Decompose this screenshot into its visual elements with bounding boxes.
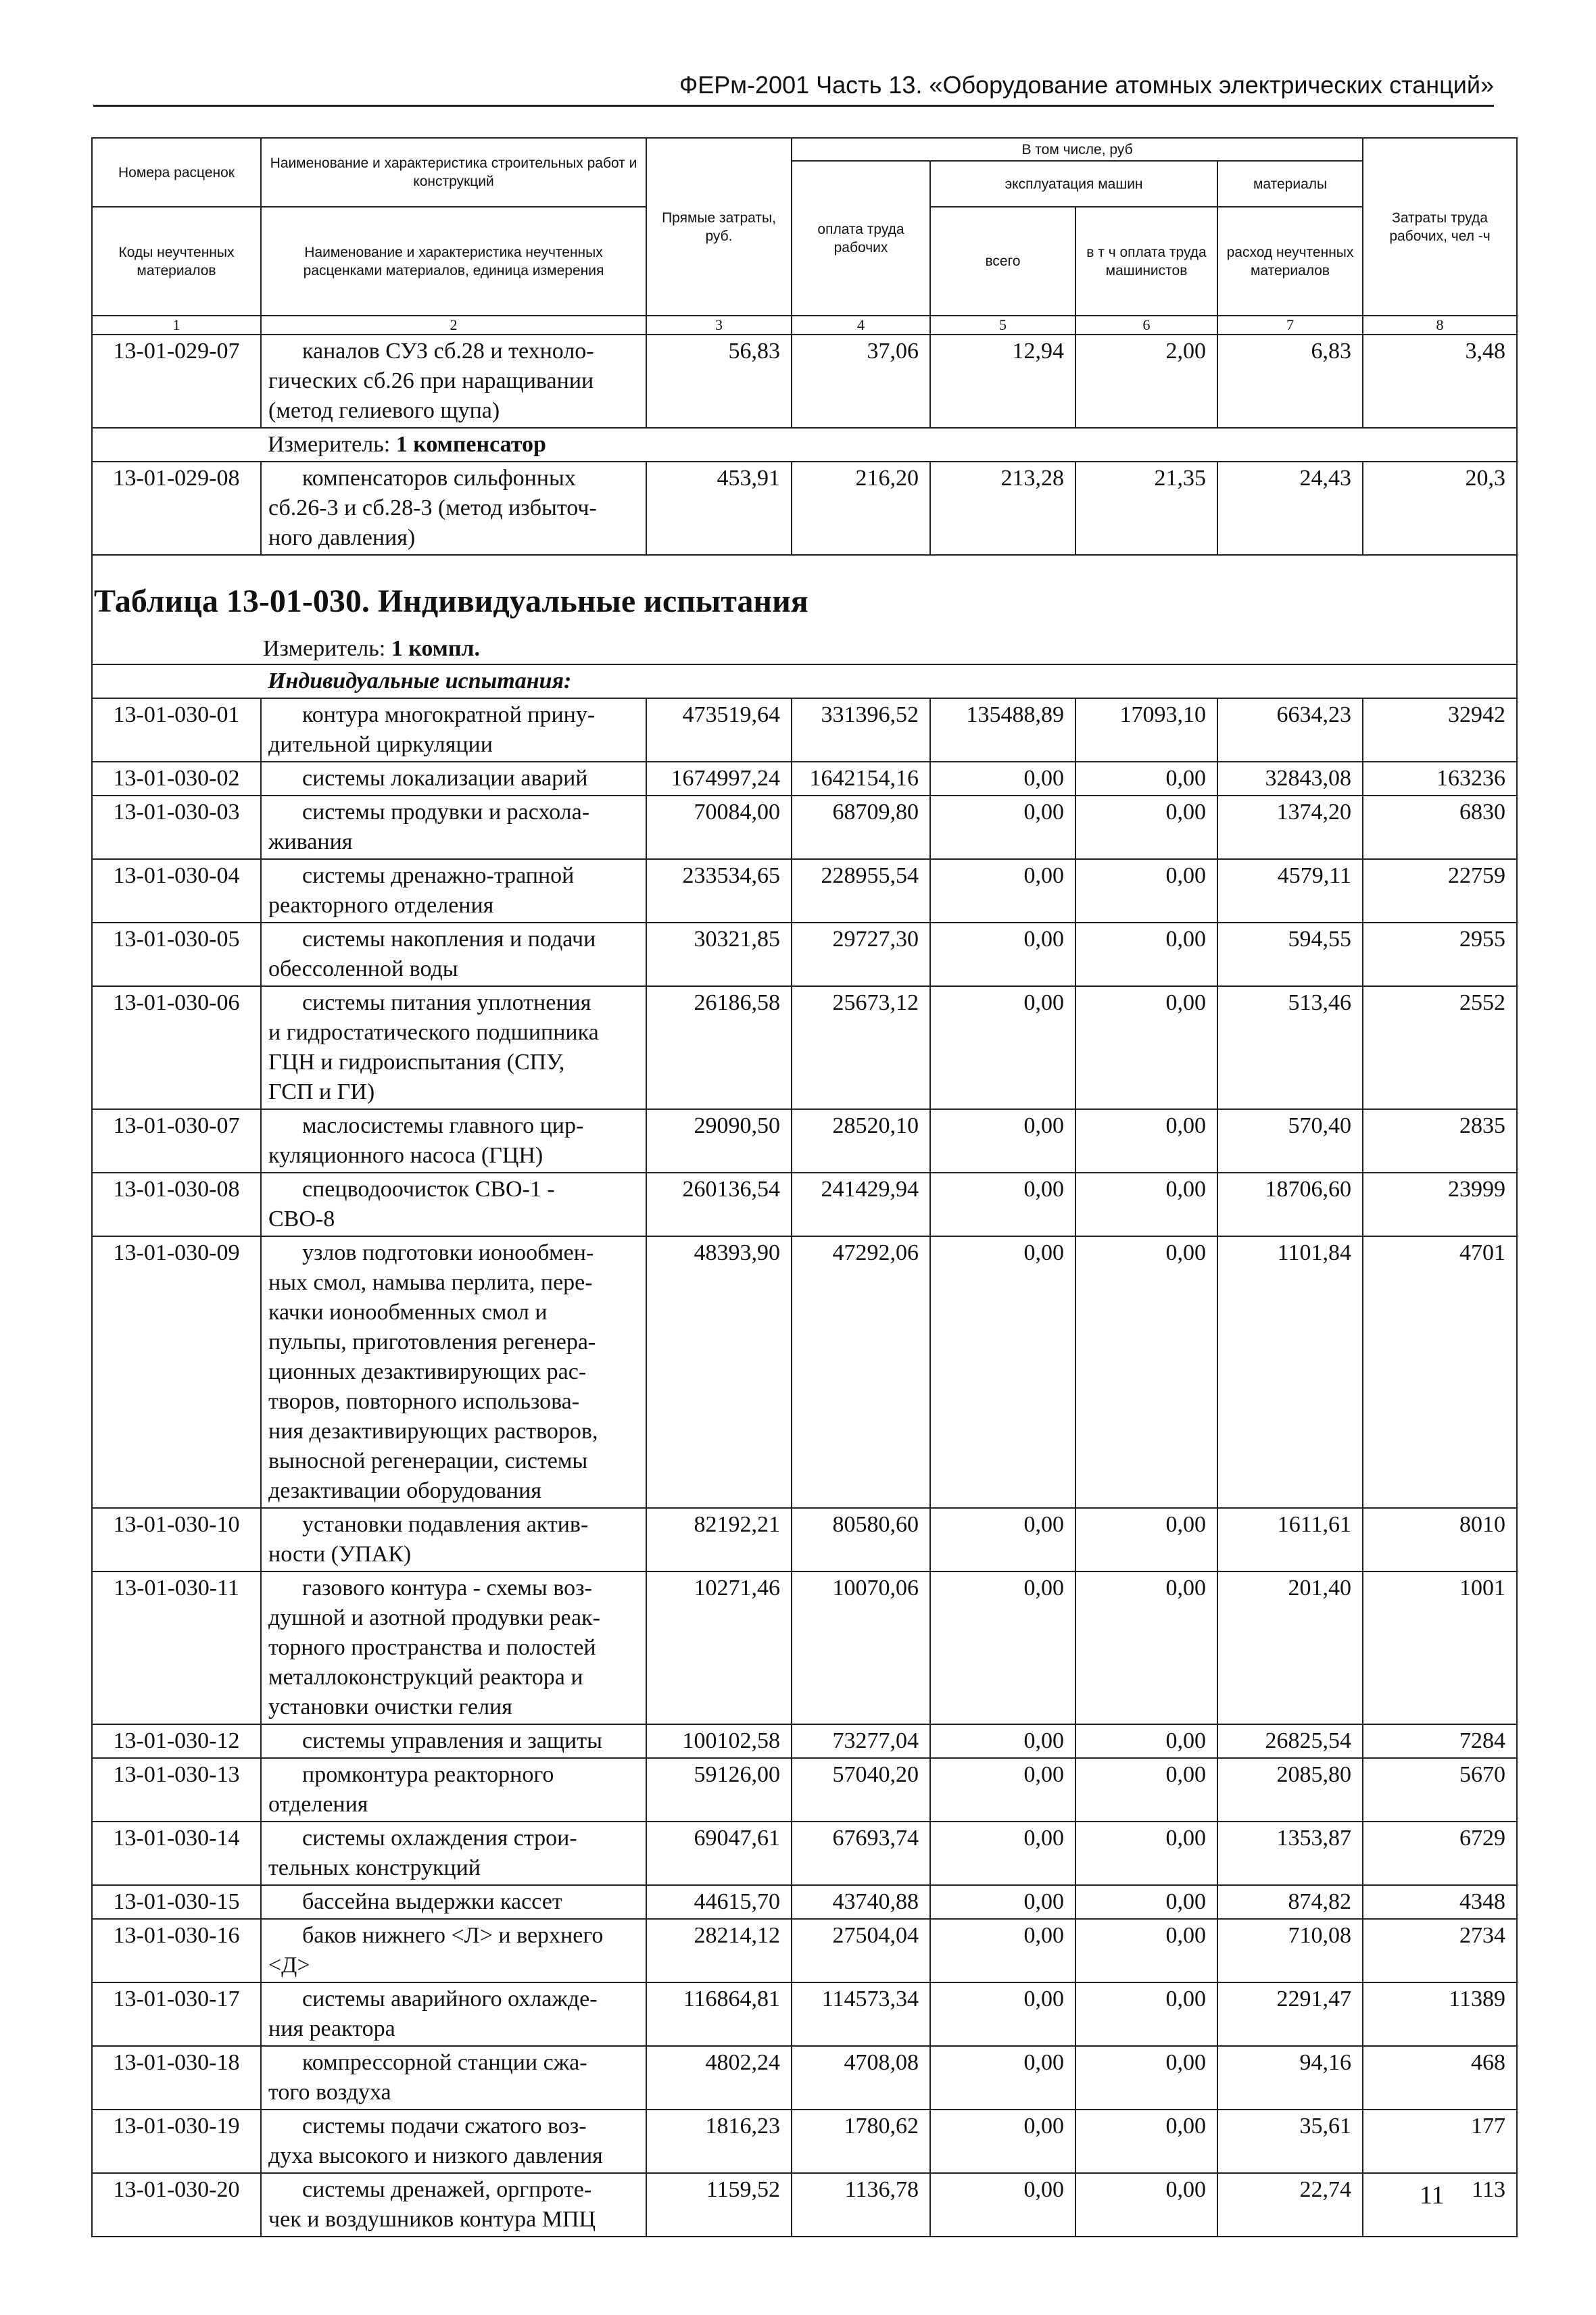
work-description: [261, 859, 646, 923]
description-line: системы подачи сжатого воз-: [302, 2114, 587, 2139]
labor-cost: 177: [1363, 2110, 1517, 2173]
machines-total: 0,00: [930, 986, 1075, 1109]
description-line: выносной регенерации, системы: [268, 1448, 588, 1473]
column-number: 8: [1363, 316, 1517, 335]
rate-code: 13-01-030-12: [92, 1724, 261, 1758]
rate-code: 13-01-030-08: [92, 1173, 261, 1236]
header-code-bottom: Коды неучтенных материалов: [92, 207, 261, 316]
table-row: [92, 859, 1517, 923]
description-line: системы аварийного охлажде-: [302, 1987, 598, 2012]
materials: 18706,60: [1217, 1173, 1363, 1236]
direct-costs: 30321,85: [646, 923, 792, 986]
labor-pay: 43740,88: [792, 1885, 930, 1919]
machines-total: 0,00: [930, 1109, 1075, 1173]
table-row: [92, 1508, 1517, 1571]
work-description: [261, 2110, 646, 2173]
labor-cost: 6830: [1363, 796, 1517, 859]
machinists-pay: 0,00: [1075, 1236, 1217, 1508]
machines-total: 0,00: [930, 1173, 1075, 1236]
machines-total: 0,00: [930, 2173, 1075, 2237]
rate-code: 13-01-030-09: [92, 1236, 261, 1508]
description-line: живания: [268, 829, 353, 854]
labor-cost: 4348: [1363, 1885, 1517, 1919]
labor-pay: 331396,52: [792, 698, 930, 762]
rate-code: 13-01-030-02: [92, 762, 261, 796]
rate-code: 13-01-030-16: [92, 1919, 261, 1982]
materials: 513,46: [1217, 986, 1363, 1109]
section-label: Индивидуальные испытания:: [261, 664, 1517, 698]
work-description: [261, 1919, 646, 1982]
description-line: (метод гелиевого щупа): [268, 398, 500, 423]
machinists-pay: 0,00: [1075, 1982, 1217, 2046]
machinists-pay: 0,00: [1075, 986, 1217, 1109]
description-line: системы дренажей, оргпроте-: [302, 2177, 592, 2202]
machines-total: 0,00: [930, 1724, 1075, 1758]
direct-costs: 1674997,24: [646, 762, 792, 796]
direct-costs: 69047,61: [646, 1822, 792, 1885]
description-line: гических сб.26 при наращивании: [268, 368, 594, 393]
materials: 1353,87: [1217, 1822, 1363, 1885]
description-line: ных смол, намыва перлита, пере-: [268, 1270, 593, 1295]
direct-costs: 260136,54: [646, 1173, 792, 1236]
work-description: [261, 1885, 646, 1919]
rate-code: 13-01-029-07: [92, 335, 261, 428]
rate-code: 13-01-029-08: [92, 462, 261, 555]
labor-pay: 216,20: [792, 462, 930, 555]
labor-cost: 2734: [1363, 1919, 1517, 1982]
header-name-bottom: Наименование и характеристика неучтенных расценками материалов, единица измерения: [261, 207, 646, 316]
materials: 4579,11: [1217, 859, 1363, 923]
materials: 94,16: [1217, 2046, 1363, 2110]
materials: 201,40: [1217, 1571, 1363, 1724]
machines-total: 0,00: [930, 1508, 1075, 1571]
machinists-pay: 0,00: [1075, 1758, 1217, 1822]
materials: 26825,54: [1217, 1724, 1363, 1758]
header-materials-sub: расход неучтенных материалов: [1217, 207, 1363, 316]
direct-costs: 70084,00: [646, 796, 792, 859]
machinists-pay: 0,00: [1075, 923, 1217, 986]
labor-pay: 228955,54: [792, 859, 930, 923]
direct-costs: 48393,90: [646, 1236, 792, 1508]
table-030-title-block: [92, 555, 1517, 698]
labor-pay: 47292,06: [792, 1236, 930, 1508]
machines-total: 0,00: [930, 2110, 1075, 2173]
labor-cost: 3,48: [1363, 335, 1517, 428]
machines-total: 0,00: [930, 923, 1075, 986]
direct-costs: 116864,81: [646, 1982, 792, 2046]
labor-pay: 67693,74: [792, 1822, 930, 1885]
labor-cost: 2552: [1363, 986, 1517, 1109]
rate-code: 13-01-030-01: [92, 698, 261, 762]
table-row: [92, 1822, 1517, 1885]
work-description: [261, 1822, 646, 1885]
direct-costs: 28214,12: [646, 1919, 792, 1982]
description-line: ГЦН и гидроиспытания (СПУ,: [268, 1050, 565, 1075]
machinists-pay: 2,00: [1075, 335, 1217, 428]
header-machinists-pay: в т ч оплата труда машинистов: [1075, 207, 1217, 316]
labor-cost: 113: [1363, 2173, 1517, 2237]
machinists-pay: 0,00: [1075, 859, 1217, 923]
header-labor-pay: оплата труда рабочих: [792, 161, 930, 316]
description-line: ния дезактивирующих растворов,: [268, 1419, 598, 1444]
machines-total: 0,00: [930, 1982, 1075, 2046]
description-line: контура многократной прину-: [302, 702, 596, 727]
labor-cost: 32942: [1363, 698, 1517, 762]
table-row: [92, 1885, 1517, 1919]
description-line: системы накопления и подачи: [302, 927, 596, 952]
labor-pay: 25673,12: [792, 986, 930, 1109]
table-title: Таблица 13-01-030. Индивидуальные испытания: [94, 583, 808, 619]
materials: 2085,80: [1217, 1758, 1363, 1822]
work-description: [261, 1982, 646, 2046]
column-number: 2: [261, 316, 646, 335]
table-row: [92, 986, 1517, 1109]
rate-code: 13-01-030-03: [92, 796, 261, 859]
table-row: [92, 923, 1517, 986]
work-description: [261, 1236, 646, 1508]
description-line: чек и воздушников контура МПЦ: [268, 2207, 596, 2232]
labor-cost: 2955: [1363, 923, 1517, 986]
table-row: [92, 1919, 1517, 1982]
rows-030: [92, 698, 1517, 2237]
description-line: спецводоочисток СВО-1 -: [302, 1177, 555, 1202]
labor-pay: 28520,10: [792, 1109, 930, 1173]
direct-costs: 10271,46: [646, 1571, 792, 1724]
description-line: обессоленной воды: [268, 956, 458, 981]
table-row: [92, 1982, 1517, 2046]
table-row: [92, 1173, 1517, 1236]
labor-pay: 114573,34: [792, 1982, 930, 2046]
meter-line: Измеритель: 1 компл.: [263, 636, 481, 661]
header-incl: В том числе, руб: [792, 138, 1363, 161]
direct-costs: 44615,70: [646, 1885, 792, 1919]
description-line: ного давления): [268, 525, 416, 550]
description-line: того воздуха: [268, 2080, 391, 2105]
table-row: [92, 462, 1517, 555]
description-line: духа высокого и низкого давления: [268, 2143, 603, 2168]
work-description: [261, 2173, 646, 2237]
labor-pay: 80580,60: [792, 1508, 930, 1571]
machinists-pay: 0,00: [1075, 1571, 1217, 1724]
work-description: [261, 1758, 646, 1822]
rate-code: 13-01-030-17: [92, 1982, 261, 2046]
labor-pay: 73277,04: [792, 1724, 930, 1758]
direct-costs: 82192,21: [646, 1508, 792, 1571]
header-machines: эксплуатация машин: [930, 161, 1217, 207]
description-line: торного пространства и полостей: [268, 1635, 596, 1660]
rate-code: 13-01-030-07: [92, 1109, 261, 1173]
materials: 2291,47: [1217, 1982, 1363, 2046]
table-row: [92, 1109, 1517, 1173]
work-description: [261, 923, 646, 986]
machines-total: 135488,89: [930, 698, 1075, 762]
description-line: системы питания уплотнения: [302, 990, 591, 1015]
description-line: дительной циркуляции: [268, 732, 493, 757]
labor-pay: 37,06: [792, 335, 930, 428]
column-number: 3: [646, 316, 792, 335]
machinists-pay: 0,00: [1075, 796, 1217, 859]
running-header: ФЕРм-2001 Часть 13. «Оборудование атомных электрических станций»: [93, 71, 1494, 107]
machinists-pay: 0,00: [1075, 1173, 1217, 1236]
table-row: [92, 762, 1517, 796]
column-number: 1: [92, 316, 261, 335]
work-description: [261, 462, 646, 555]
machinists-pay: 0,00: [1075, 1109, 1217, 1173]
work-description: [261, 762, 646, 796]
machines-total: 213,28: [930, 462, 1075, 555]
work-description: [261, 698, 646, 762]
labor-cost: 163236: [1363, 762, 1517, 796]
table-row: [92, 1724, 1517, 1758]
rate-code: 13-01-030-14: [92, 1822, 261, 1885]
materials: 22,74: [1217, 2173, 1363, 2237]
description-line: промконтура реакторного: [302, 1762, 554, 1787]
direct-costs: 100102,58: [646, 1724, 792, 1758]
rate-code: 13-01-030-10: [92, 1508, 261, 1571]
description-line: установки очистки гелия: [268, 1695, 512, 1720]
rate-code: 13-01-030-19: [92, 2110, 261, 2173]
labor-cost: 7284: [1363, 1724, 1517, 1758]
work-description: [261, 2046, 646, 2110]
table-row: [92, 1758, 1517, 1822]
machinists-pay: 0,00: [1075, 1885, 1217, 1919]
direct-costs: 56,83: [646, 335, 792, 428]
description-line: качки ионообменных смол и: [268, 1300, 548, 1325]
direct-costs: 26186,58: [646, 986, 792, 1109]
pricing-table: [91, 137, 1518, 2237]
column-number: 7: [1217, 316, 1363, 335]
materials: 874,82: [1217, 1885, 1363, 1919]
labor-pay: 1136,78: [792, 2173, 930, 2237]
machinists-pay: 17093,10: [1075, 698, 1217, 762]
labor-cost: 5670: [1363, 1758, 1517, 1822]
machines-total: 0,00: [930, 762, 1075, 796]
table-row: [92, 335, 1517, 428]
description-line: творов, повторного использова-: [268, 1389, 580, 1414]
rate-code: 13-01-030-05: [92, 923, 261, 986]
table-row: [92, 1236, 1517, 1508]
table-row: [92, 1571, 1517, 1724]
description-line: тельных конструкций: [268, 1855, 481, 1880]
description-line: газового контура - схемы воз-: [302, 1576, 592, 1601]
table-row: [92, 796, 1517, 859]
description-line: маслосистемы главного цир-: [302, 1113, 584, 1138]
work-description: [261, 1571, 646, 1724]
description-line: компрессорной станции сжа-: [302, 2050, 587, 2075]
labor-pay: 1780,62: [792, 2110, 930, 2173]
materials: 1101,84: [1217, 1236, 1363, 1508]
description-line: системы продувки и расхола-: [302, 800, 590, 825]
labor-cost: 11389: [1363, 1982, 1517, 2046]
work-description: [261, 1724, 646, 1758]
description-line: куляционного насоса (ГЦН): [268, 1143, 543, 1168]
machines-total: 0,00: [930, 1885, 1075, 1919]
materials: 1374,20: [1217, 796, 1363, 859]
description-line: системы охлаждения строи-: [302, 1826, 577, 1851]
direct-costs: 59126,00: [646, 1758, 792, 1822]
description-line: и гидростатического подшипника: [268, 1020, 599, 1045]
labor-cost: 8010: [1363, 1508, 1517, 1571]
work-description: [261, 1109, 646, 1173]
machines-total: 0,00: [930, 859, 1075, 923]
labor-pay: 57040,20: [792, 1758, 930, 1822]
work-description: [261, 796, 646, 859]
labor-cost: 468: [1363, 2046, 1517, 2110]
labor-pay: 29727,30: [792, 923, 930, 986]
rate-code: 13-01-030-04: [92, 859, 261, 923]
machinists-pay: 21,35: [1075, 462, 1217, 555]
machinists-pay: 0,00: [1075, 1919, 1217, 1982]
description-line: душной и азотной продувки реак-: [268, 1605, 600, 1630]
labor-pay: 10070,06: [792, 1571, 930, 1724]
header-code-top: Номера расценок: [92, 138, 261, 207]
description-line: системы локализации аварий: [302, 766, 588, 791]
column-number: 6: [1075, 316, 1217, 335]
machines-total: 0,00: [930, 1571, 1075, 1724]
labor-cost: 4701: [1363, 1236, 1517, 1508]
header-machines-total: всего: [930, 207, 1075, 316]
description-line: ционных дезактивирующих рас-: [268, 1359, 587, 1384]
labor-cost: 1001: [1363, 1571, 1517, 1724]
materials: 35,61: [1217, 2110, 1363, 2173]
work-description: [261, 986, 646, 1109]
work-description: [261, 335, 646, 428]
column-number: 5: [930, 316, 1075, 335]
description-line: узлов подготовки ионообмен-: [302, 1240, 594, 1265]
description-line: установки подавления актив-: [302, 1512, 589, 1537]
work-description: [261, 1508, 646, 1571]
header-direct: Прямые затраты, руб.: [646, 138, 792, 316]
labor-pay: 27504,04: [792, 1919, 930, 1982]
machines-total: 0,00: [930, 2046, 1075, 2110]
direct-costs: 233534,65: [646, 859, 792, 923]
rate-code: 13-01-030-15: [92, 1885, 261, 1919]
materials: 1611,61: [1217, 1508, 1363, 1571]
machinists-pay: 0,00: [1075, 1724, 1217, 1758]
labor-cost: 23999: [1363, 1173, 1517, 1236]
header-name-top: Наименование и характеристика строительных работ и конструкций: [261, 138, 646, 207]
machinists-pay: 0,00: [1075, 2110, 1217, 2173]
description-line: каналов СУЗ сб.28 и техноло-: [302, 339, 594, 364]
machinists-pay: 0,00: [1075, 2046, 1217, 2110]
description-line: системы дренажно-трапной: [302, 863, 575, 888]
rate-code: 13-01-030-11: [92, 1571, 261, 1724]
materials: 710,08: [1217, 1919, 1363, 1982]
table-row: [92, 2173, 1517, 2237]
materials: 6,83: [1217, 335, 1363, 428]
labor-pay: 241429,94: [792, 1173, 930, 1236]
description-line: сб.26-3 и сб.28-3 (метод избыточ-: [268, 495, 597, 520]
direct-costs: 1816,23: [646, 2110, 792, 2173]
description-line: баков нижнего <Л> и верхнего: [302, 1923, 604, 1948]
header-labor-cost: Затраты труда рабочих, чел -ч: [1363, 138, 1517, 316]
direct-costs: 1159,52: [646, 2173, 792, 2237]
materials: 594,55: [1217, 923, 1363, 986]
description-line: металлоконструкций реактора и: [268, 1665, 583, 1690]
labor-pay: 1642154,16: [792, 762, 930, 796]
machines-total: 0,00: [930, 796, 1075, 859]
machinists-pay: 0,00: [1075, 2173, 1217, 2237]
meter-029-08: [92, 428, 1517, 462]
meter-line: Измеритель: 1 компенсатор: [261, 428, 1517, 462]
description-line: отделения: [268, 1792, 368, 1817]
direct-costs: 453,91: [646, 462, 792, 555]
machines-total: 0,00: [930, 1919, 1075, 1982]
labor-pay: 4708,08: [792, 2046, 930, 2110]
description-line: ности (УПАК): [268, 1542, 412, 1567]
direct-costs: 4802,24: [646, 2046, 792, 2110]
description-line: ния реактора: [268, 2016, 395, 2041]
rate-code: 13-01-030-13: [92, 1758, 261, 1822]
materials: 570,40: [1217, 1109, 1363, 1173]
description-line: системы управления и защиты: [302, 1728, 602, 1753]
description-line: реакторного отделения: [268, 893, 494, 918]
machines-total: 0,00: [930, 1822, 1075, 1885]
machinists-pay: 0,00: [1075, 762, 1217, 796]
description-line: пульпы, приготовления регенера-: [268, 1330, 596, 1355]
description-line: ГСП и ГИ): [268, 1079, 375, 1104]
machines-total: 12,94: [930, 335, 1075, 428]
rows-029b: [92, 462, 1517, 555]
page-number: 11: [1420, 2181, 1445, 2210]
materials: 32843,08: [1217, 762, 1363, 796]
table-row: [92, 698, 1517, 762]
rate-code: 13-01-030-06: [92, 986, 261, 1109]
description-line: бассейна выдержки кассет: [302, 1889, 562, 1914]
table-row: [92, 2110, 1517, 2173]
description-line: <Д>: [268, 1953, 310, 1978]
machinists-pay: 0,00: [1075, 1822, 1217, 1885]
work-description: [261, 1173, 646, 1236]
column-numbers-row: [92, 316, 1517, 335]
table-header: [92, 138, 1517, 335]
labor-cost: 6729: [1363, 1822, 1517, 1885]
machines-total: 0,00: [930, 1758, 1075, 1822]
labor-cost: 22759: [1363, 859, 1517, 923]
labor-cost: 2835: [1363, 1109, 1517, 1173]
machines-total: 0,00: [930, 1236, 1075, 1508]
rate-code: 13-01-030-18: [92, 2046, 261, 2110]
labor-cost: 20,3: [1363, 462, 1517, 555]
column-number: 4: [792, 316, 930, 335]
labor-pay: 68709,80: [792, 796, 930, 859]
direct-costs: 29090,50: [646, 1109, 792, 1173]
materials: 24,43: [1217, 462, 1363, 555]
table-row: [92, 2046, 1517, 2110]
rate-code: 13-01-030-20: [92, 2173, 261, 2237]
direct-costs: 473519,64: [646, 698, 792, 762]
description-line: СВО-8: [268, 1207, 335, 1232]
description-line: компенсаторов сильфонных: [302, 466, 576, 491]
materials: 6634,23: [1217, 698, 1363, 762]
description-line: дезактивации оборудования: [268, 1478, 541, 1503]
rows-029: [92, 335, 1517, 428]
machinists-pay: 0,00: [1075, 1508, 1217, 1571]
header-materials: материалы: [1217, 161, 1363, 207]
